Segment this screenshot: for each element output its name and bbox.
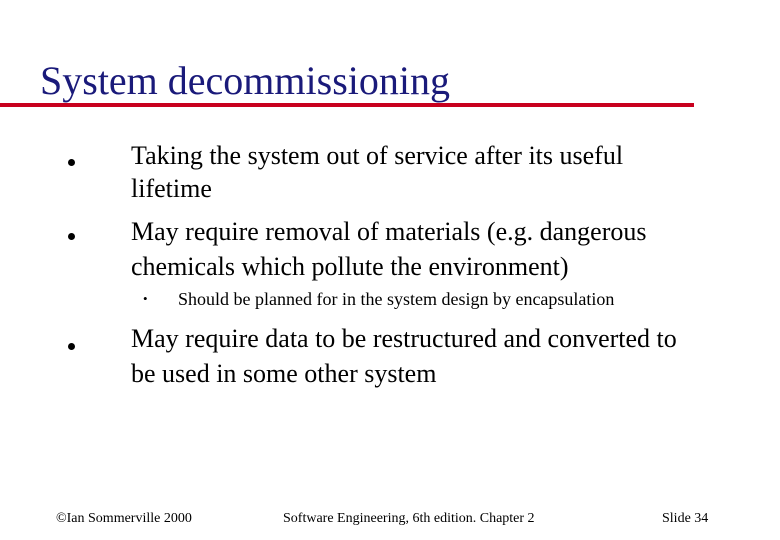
- bullet-dot-2: [68, 233, 75, 240]
- bullet-1-line-1: Taking the system out of service after its useful: [131, 141, 624, 170]
- sub-bullet-glyph: •: [143, 291, 148, 306]
- title-underline: [0, 103, 694, 107]
- bullet-dot-1: [68, 159, 75, 166]
- footer-copyright: ©Ian Sommerville 2000: [56, 511, 192, 526]
- bullet-3-line-1: May require data to be restructured and converted to: [131, 324, 677, 353]
- bullet-2-line-1: May require removal of materials (e.g. dangerous: [131, 217, 647, 246]
- bullet-1-line-2: lifetime: [131, 174, 212, 203]
- bullet-2-line-2: chemicals which pollute the environment): [131, 252, 569, 281]
- bullet-3-line-2: be used in some other system: [131, 359, 437, 388]
- bullet-dot-3: [68, 343, 75, 350]
- footer-book: Software Engineering, 6th edition. Chapter 2: [283, 511, 535, 526]
- footer-slide-number: Slide 34: [662, 511, 709, 526]
- slide-title: System decommissioning: [40, 58, 450, 103]
- sub-bullet-1-text: Should be planned for in the system design by encapsulation: [178, 289, 615, 309]
